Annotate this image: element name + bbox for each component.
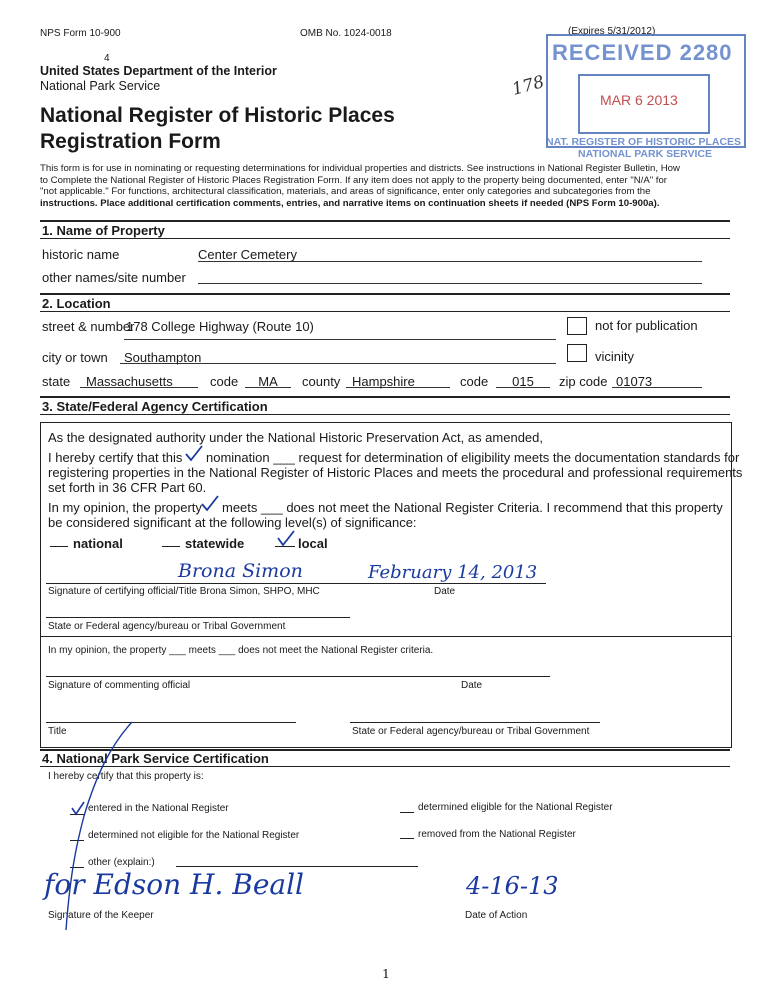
intro-line: "not applicable." For functions, architectural classification, materials, and areas of significance, enter only categories and subcategories from the [40, 186, 651, 197]
county-label: county [302, 374, 341, 389]
form-id: NPS Form 10-900 [40, 28, 121, 39]
form-title-line1: National Register of Historic Places [40, 104, 395, 127]
action-date: 4-16-13 [466, 872, 559, 900]
handwritten-note: 178 [509, 72, 547, 100]
cert-para-1: As the designated authority under the National Historic Preservation Act, as amended, [48, 430, 544, 445]
other-names-field[interactable] [198, 268, 702, 284]
intro-line: This form is for use in nominating or requesting determinations for individual properties and districts. See instructions in National Register Bulletin, How [40, 163, 680, 174]
service: National Park Service [40, 79, 161, 93]
statewide-blank[interactable] [162, 546, 180, 547]
divider [40, 220, 730, 222]
nps-intro: I hereby certify that this property is: [48, 771, 204, 782]
intro-text [40, 163, 730, 209]
city-label: city or town [42, 350, 108, 365]
cert-para-5a: In my opinion, the property [48, 500, 202, 515]
not-for-publication-label: not for publication [595, 318, 698, 333]
street-label: street & number [42, 319, 135, 334]
agency-label: State or Federal agency/bureau or Tribal Government [48, 621, 286, 632]
opt-eligible: determined eligible for the National Register [418, 802, 613, 813]
stamp-date: MAR 6 2013 [600, 92, 678, 108]
state-code-value: MA [258, 374, 278, 389]
stamp-line2: NATIONAL PARK SERVICE [578, 148, 712, 160]
divider [40, 636, 732, 637]
state-value: Massachusetts [86, 374, 173, 389]
checkmark-icon [276, 530, 296, 548]
cert-para-6: be considered significant at the following level(s) of significance: [48, 515, 417, 530]
vicinity-label: vicinity [595, 349, 635, 364]
stamp-received: RECEIVED 2280 [552, 40, 733, 65]
historic-name-label: historic name [42, 247, 120, 262]
opt-not-eligible: determined not eligible for the National Register [88, 830, 300, 841]
divider [40, 293, 730, 295]
date2-label: Date [461, 680, 483, 691]
omb-number: OMB No. 1024-0018 [300, 28, 392, 39]
state-label: state [42, 374, 71, 389]
eligible-blank[interactable] [400, 812, 414, 813]
divider [40, 396, 730, 398]
section2-heading: 2. Location [42, 296, 111, 311]
title-label: Title [48, 726, 67, 737]
intro-line: instructions. Place additional certification comments, entries, and narrative items on continuation sheets if needed (NPS Form 10-900a). [40, 197, 660, 209]
state-code-label: code [210, 374, 239, 389]
divider [40, 238, 730, 239]
vicinity-checkbox[interactable] [567, 344, 587, 362]
level-statewide: statewide [185, 536, 245, 551]
expiration: (Expires 5/31/2012) [568, 26, 656, 37]
opinion-text: In my opinion, the property ___ meets ___ does not meet the National Register criteria. [48, 645, 434, 656]
opt-entered: entered in the National Register [88, 803, 229, 814]
county-code-value: 015 [512, 374, 534, 389]
action-date-label: Date of Action [465, 910, 528, 921]
checkmark-icon [184, 444, 204, 464]
city-value: Southampton [124, 350, 202, 365]
level-national: national [73, 536, 123, 551]
historic-name-value: Center Cemetery [198, 247, 297, 262]
section1-heading: 1. Name of Property [42, 223, 165, 238]
signature-line [46, 583, 546, 584]
page-mark: 4 [104, 53, 110, 64]
other-explain-line [176, 866, 418, 867]
agency2-line [350, 722, 600, 723]
cert-para-2a: I hereby certify that this [48, 450, 183, 465]
not-for-publication-checkbox[interactable] [567, 317, 587, 335]
opt-removed: removed from the National Register [418, 829, 576, 840]
cert-para-4: set forth in 36 CFR Part 60. [48, 480, 207, 495]
checkmark-icon [200, 494, 220, 514]
cert-para-3: registering properties in the National Register of Historic Places and meets the procedural and professional requirements [48, 465, 743, 480]
zip-label: zip code [559, 374, 608, 389]
section4-heading: 4. National Park Service Certification [42, 751, 269, 766]
divider [40, 766, 730, 767]
level-local: local [298, 536, 328, 551]
agency-line [46, 617, 350, 618]
stamp-line1: NAT. REGISTER OF HISTORIC PLACES [546, 136, 742, 148]
commenting-label: Signature of commenting official [48, 680, 191, 691]
removed-blank[interactable] [400, 838, 414, 839]
opt-other: other (explain:) [88, 857, 155, 868]
signature-label: Signature of certifying official/Title Brona Simon, SHPO, MHC [48, 586, 320, 597]
county-code-label: code [460, 374, 489, 389]
divider [40, 414, 730, 415]
commenting-line [46, 676, 550, 677]
keeper-signature: for Edson H. Beall [44, 868, 304, 901]
pen-stroke [40, 716, 140, 936]
certifying-signature: Brona Simon [178, 560, 303, 582]
keeper-label: Signature of the Keeper [48, 910, 154, 921]
cert-para-5b: meets ___ does not meet the National Register Criteria. I recommend that this property [222, 500, 723, 515]
page-number: 1 [382, 966, 390, 981]
county-value: Hampshire [352, 374, 415, 389]
date-label: Date [434, 586, 456, 597]
national-blank[interactable] [50, 546, 68, 547]
street-value: 178 College Highway (Route 10) [126, 319, 314, 334]
divider [40, 311, 730, 312]
form-title-line2: Registration Form [40, 130, 221, 153]
intro-line: to Complete the National Register of Historic Places Registration Form. If any item does not apply to the property being documented, enter "N/A" for [40, 174, 667, 186]
certifying-date: February 14, 2013 [368, 562, 538, 583]
zip-value: 01073 [616, 374, 653, 389]
department: United States Department of the Interior [40, 64, 277, 78]
other-names-label: other names/site number [42, 270, 186, 285]
agency2-label: State or Federal agency/bureau or Tribal Government [352, 726, 590, 737]
cert-para-2b: nomination ___ request for determination of eligibility meets the documentation standards for [206, 450, 740, 465]
section3-heading: 3. State/Federal Agency Certification [42, 399, 268, 414]
